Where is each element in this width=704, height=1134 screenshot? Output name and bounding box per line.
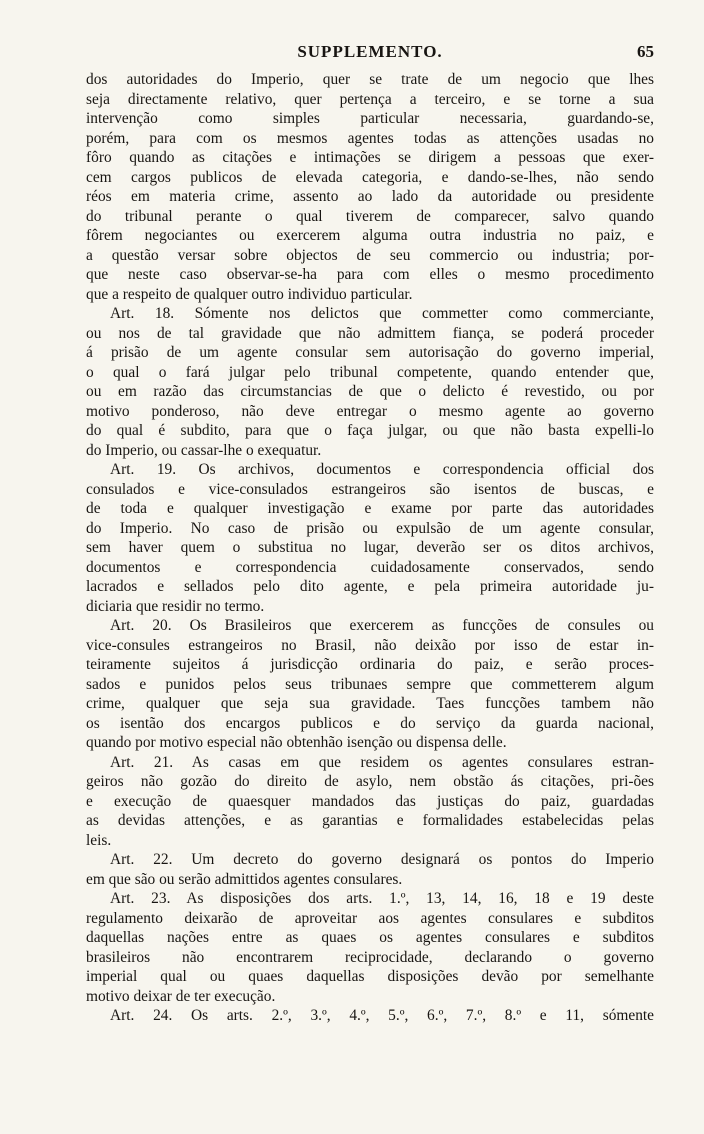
text-line: seja directamente relativo, quer pertença a terceiro, e se torne a sua [86,90,654,108]
text-line: do Imperio. No caso de prisão ou expulsão de um agente consular, [86,519,654,537]
text-line: do tribunal perante o qual tiverem de comparecer, salvo quando [86,207,654,225]
text-line: ou nos de tal gravidade que não admittem fiança, se poderá proceder [86,324,654,342]
text-line: á prisão de um agente consular sem autorisação do governo imperial, [86,344,654,361]
article-24-start: Art. 24. Os arts. 2.º, 3.º, 4.º, 5.º, 6.º, 7.º, 8.º e 11, sómente [110,1007,654,1024]
article-19-start: Art. 19. Os archivos, documentos e correspondencia official dos [110,461,654,478]
text-line: crime, qualquer que seja sua gravidade. Taes funcções tambem não [86,695,654,712]
article-18-start: Art. 18. Sómente nos delictos que commetter como commerciante, [110,305,654,322]
text-line: os isentão dos encargos publicos e do serviço da guarda nacional, [86,714,654,732]
text-line: geiros não gozão do direito de asylo, nem obstão ás citações, pri-ões [86,773,654,790]
text-line: regulamento deixarão de aproveitar aos agentes consulares e subditos [86,909,654,927]
document-page [86,40,654,1026]
text-line: documentos e correspondencia cuidadosamente conservados, sendo [86,558,654,576]
article-23-start: Art. 23. As disposições dos arts. 1.º, 13, 14, 16, 18 e 19 deste [110,890,654,907]
page-number: 65 [637,42,654,61]
text-line: motivo ponderoso, não deve entregar o mesmo agente ao governo [86,402,654,420]
text-line: quando por motivo especial não obtenhão isenção ou dispensa delle. [86,734,507,751]
text-line: leis. [86,831,112,849]
text-line: motivo deixar de ter execução. [86,987,276,1005]
article-20-start: Art. 20. Os Brasileiros que exercerem as funcções de consules ou [110,617,654,634]
text-line: ou em razão das circumstancias de que o delicto é revestido, ou por [86,383,654,400]
text-line: que neste caso observar-se-ha para com elles o mesmo procedimento [86,266,654,283]
text-line: em que são ou serão admittidos agentes consulares. [86,870,403,888]
text-line: sem haver quem o substitua no lugar, deverão ser os ditos archivos, [86,539,654,556]
text-line: consulados e vice-consulados estrangeiros são isentos de buscas, e [86,480,654,498]
text-line: daquellas nações entre as quaes os agentes consulares e subditos [86,929,654,946]
text-line: e execução de quaesquer mandados das justiças do paiz, guardadas [86,792,654,810]
text-line: imperial qual ou quaes daquellas disposições devão por semelhante [86,968,654,985]
text-line: fôro quando as citações e intimações se dirigem a pessoas que exer- [86,149,654,166]
text-line: do qual é subdito, para que o faça julgar, ou que não basta expelli-lo [86,422,654,439]
text-line: fôrem negociantes ou exercerem alguma outra industria no paiz, e [86,227,654,244]
text-line: do Imperio, ou cassar-lhe o exequatur. [86,441,322,459]
body-text [86,70,654,1026]
text-line: porém, para com os mesmos agentes todas as attenções usadas no [86,129,654,147]
text-line: as devidas attenções, e as garantias e formalidades estabelecidas pelas [86,812,654,829]
running-head [86,40,654,70]
text-line: vice-consules estrangeiros no Brasil, não deixão por isso de estar in- [86,636,654,654]
text-line: a questão versar sobre objectos de seu commercio ou industria; por- [86,246,654,264]
text-line: que a respeito de qualquer outro individuo particular. [86,285,413,303]
text-line: o qual o fará julgar pelo tribunal competente, quando entender que, [86,363,654,381]
article-21-start: Art. 21. As casas em que residem os agentes consulares estran- [110,753,654,771]
text-line: lacrados e sellados pelo dito agente, e pela primeira autoridade ju- [86,578,654,595]
text-line: teiramente sujeitos á jurisdicção ordinaria do paiz, e serão proces- [86,656,654,673]
text-line: diciaria que residir no termo. [86,597,265,615]
text-line: de toda e qualquer investigação e exame por parte das autoridades [86,500,654,517]
text-line: dos autoridades do Imperio, quer se trate de um negocio que lhes [86,71,654,88]
running-title: SUPPLEMENTO. [297,42,443,61]
text-line: brasileiros não encontrarem reciprocidade, declarando o governo [86,948,654,966]
article-22-start: Art. 22. Um decreto do governo designará os pontos do Imperio [110,851,654,868]
text-line: cem cargos publicos de elevada categoria, e dando-se-lhes, não sendo [86,168,654,186]
text-line: intervenção como simples particular necessaria, guardando-se, [86,110,654,127]
text-line: sados e punidos pelos seus tribunaes sempre que commetterem algum [86,675,654,693]
text-line: réos em materia crime, assento ao lado da autoridade ou presidente [86,188,654,205]
